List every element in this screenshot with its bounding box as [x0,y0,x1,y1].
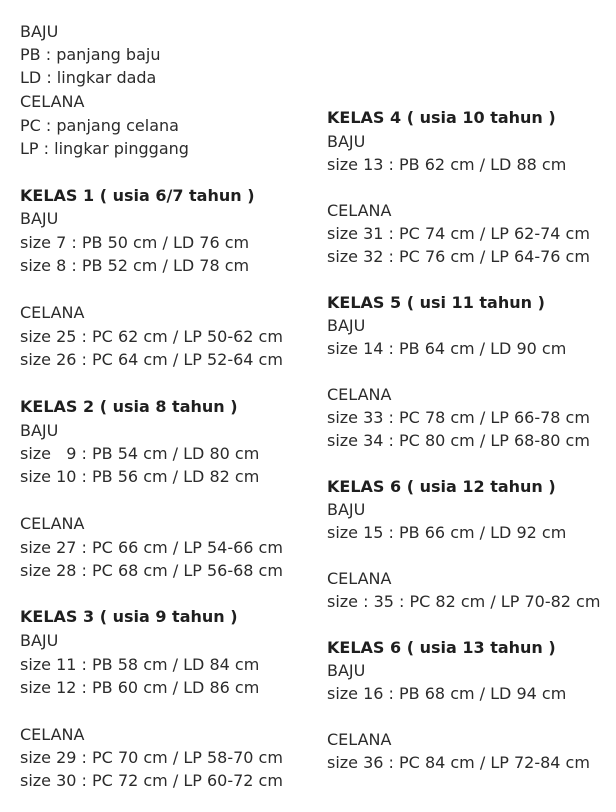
kelas4-celana-size: size 32 : PC 76 cm / LP 64-76 cm [327,247,590,266]
kelas3-baju-label: BAJU [20,631,59,650]
kelas6a-celana-label: CELANA [327,569,392,588]
kelas2-celana-size: size 27 : PC 66 cm / LP 54-66 cm [20,538,283,557]
kelas6b-baju-size: size 16 : PB 68 cm / LD 94 cm [327,684,567,703]
kelas2-celana-label: CELANA [20,514,85,533]
legend-pc: PC : panjang celana [20,116,179,135]
legend-ld: LD : lingkar dada [20,68,157,87]
kelas4-title: KELAS 4 ( usia 10 tahun ) [327,108,556,127]
legend-baju-label: BAJU [20,22,59,41]
kelas5-celana-label: CELANA [327,385,392,404]
legend-lp: LP : lingkar pinggang [20,139,189,158]
kelas3-celana-size: size 29 : PC 70 cm / LP 58-70 cm [20,748,283,767]
legend-pb: PB : panjang baju [20,45,161,64]
kelas2-baju-size: size 9 : PB 54 cm / LD 80 cm [20,444,260,463]
kelas2-baju-label: BAJU [20,421,59,440]
kelas3-celana-label: CELANA [20,725,85,744]
kelas1-celana-size: size 26 : PC 64 cm / LP 52-64 cm [20,350,283,369]
kelas5-baju-label: BAJU [327,316,366,335]
kelas6b-title: KELAS 6 ( usia 13 tahun ) [327,638,556,657]
kelas3-baju-size: size 11 : PB 58 cm / LD 84 cm [20,655,260,674]
kelas6b-baju-label: BAJU [327,661,366,680]
kelas4-celana-label: CELANA [327,201,392,220]
kelas1-baju-size: size 7 : PB 50 cm / LD 76 cm [20,233,250,252]
kelas5-baju-size: size 14 : PB 64 cm / LD 90 cm [327,339,567,358]
kelas5-celana-size: size 34 : PC 80 cm / LP 68-80 cm [327,431,590,450]
kelas6a-celana-size: size : 35 : PC 82 cm / LP 70-82 cm [327,592,601,611]
kelas2-celana-size: size 28 : PC 68 cm / LP 56-68 cm [20,561,283,580]
kelas5-celana-size: size 33 : PC 78 cm / LP 66-78 cm [327,408,590,427]
kelas2-title: KELAS 2 ( usia 8 tahun ) [20,397,238,416]
kelas1-title: KELAS 1 ( usia 6/7 tahun ) [20,186,255,205]
kelas1-baju-label: BAJU [20,209,59,228]
kelas6a-title: KELAS 6 ( usia 12 tahun ) [327,477,556,496]
kelas5-title: KELAS 5 ( usi 11 tahun ) [327,293,545,312]
kelas6b-celana-label: CELANA [327,730,392,749]
kelas2-baju-size: size 10 : PB 56 cm / LD 82 cm [20,467,260,486]
kelas4-baju-label: BAJU [327,132,366,151]
kelas3-baju-size: size 12 : PB 60 cm / LD 86 cm [20,678,260,697]
kelas4-celana-size: size 31 : PC 74 cm / LP 62-74 cm [327,224,590,243]
kelas6a-baju-label: BAJU [327,500,366,519]
kelas1-celana-label: CELANA [20,303,85,322]
legend-celana-label: CELANA [20,92,85,111]
kelas1-celana-size: size 25 : PC 62 cm / LP 50-62 cm [20,327,283,346]
kelas3-title: KELAS 3 ( usia 9 tahun ) [20,607,238,626]
kelas6b-celana-size: size 36 : PC 84 cm / LP 72-84 cm [327,753,590,772]
kelas1-baju-size: size 8 : PB 52 cm / LD 78 cm [20,256,250,275]
kelas3-celana-size: size 30 : PC 72 cm / LP 60-72 cm [20,771,283,790]
kelas4-baju-size: size 13 : PB 62 cm / LD 88 cm [327,155,567,174]
kelas6a-baju-size: size 15 : PB 66 cm / LD 92 cm [327,523,567,542]
